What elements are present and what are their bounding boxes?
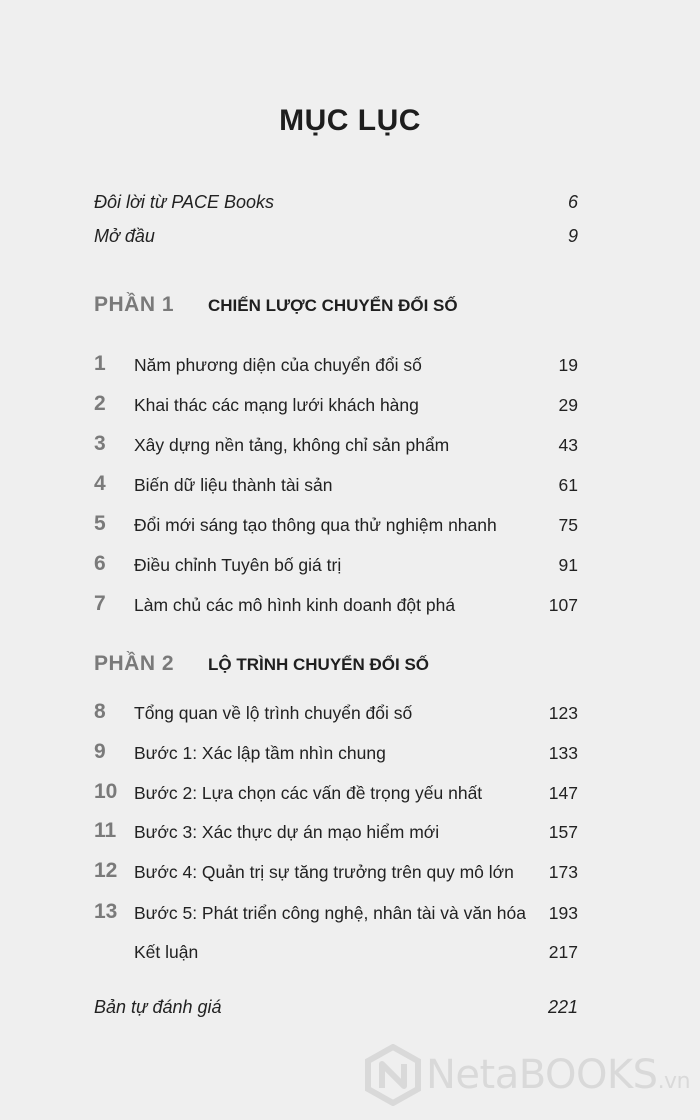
- entry-page: 221: [547, 997, 578, 1017]
- chapter-title: Khai thác các mạng lưới khách hàng: [134, 395, 419, 415]
- chapter-title: Bước 3: Xác thực dự án mạo hiểm mới: [134, 822, 440, 842]
- chapter-title: Bước 5: Phát triển công nghệ, nhân tài và văn hóa: [134, 903, 526, 923]
- chapter-page: 61: [558, 475, 578, 495]
- chapter-entry: [94, 942, 578, 968]
- chapter-title: Làm chủ các mô hình kinh doanh đột phá: [134, 595, 456, 615]
- chapter-title: Bước 4: Quản trị sự tăng trưởng trên quy mô lớn: [134, 862, 514, 882]
- chapter-page: 157: [548, 822, 578, 842]
- chapter-title: Đổi mới sáng tạo thông qua thử nghiệm nhanh: [134, 515, 497, 535]
- chapter-number: 6: [94, 552, 106, 575]
- chapter-number: 3: [94, 432, 106, 455]
- chapter-page: 193: [548, 903, 578, 923]
- chapter-entry: [94, 780, 578, 809]
- chapter-entry: [94, 859, 578, 888]
- entry-page: 9: [567, 226, 578, 246]
- chapter-number: 10: [94, 780, 118, 803]
- watermark-brand: NetaBOOKS: [426, 1052, 658, 1098]
- chapter-page: 19: [558, 355, 578, 375]
- chapter-number: 2: [94, 392, 106, 415]
- chapter-title: Năm phương diện của chuyển đổi số: [134, 355, 422, 375]
- chapter-entry: [94, 432, 578, 461]
- chapter-entry: [94, 472, 578, 501]
- chapter-title: Bước 2: Lựa chọn các vấn đề trọng yếu nhất: [134, 783, 483, 803]
- chapter-title: Kết luận: [134, 942, 199, 962]
- chapter-number: 13: [94, 900, 118, 923]
- entry-page: 6: [567, 192, 578, 212]
- watermark-text: [426, 1052, 690, 1098]
- chapter-title: Biến dữ liệu thành tài sản: [134, 475, 333, 495]
- chapter-number: 7: [94, 592, 106, 615]
- chapter-page: 147: [548, 783, 578, 803]
- chapter-entry: [94, 552, 578, 581]
- chapter-number: 11: [94, 819, 117, 842]
- chapter-title: Xây dựng nền tảng, không chỉ sản phẩm: [134, 435, 450, 455]
- chapter-title: Tổng quan về lộ trình chuyển đổi số: [134, 703, 413, 723]
- chapter-page: 29: [558, 395, 578, 415]
- chapter-number: 5: [94, 512, 106, 535]
- part-1-heading: [94, 293, 594, 317]
- chapter-page: 173: [548, 862, 578, 882]
- chapter-entry: [94, 352, 578, 381]
- chapter-page: 91: [558, 555, 578, 575]
- part-title: LỘ TRÌNH CHUYỂN ĐỔI SỐ: [208, 655, 430, 674]
- chapter-number: 12: [94, 859, 118, 882]
- entry-title: Đôi lời từ PACE Books: [94, 192, 275, 212]
- chapter-entry: [94, 819, 578, 848]
- chapter-title: Điều chỉnh Tuyên bố giá trị: [134, 555, 342, 575]
- page-title: MỤC LỤC: [279, 104, 421, 137]
- chapter-page: 43: [558, 435, 578, 455]
- netabooks-logo-icon: [364, 1044, 422, 1106]
- chapter-entry: [94, 592, 578, 621]
- toc-entry-front-1: [94, 192, 578, 213]
- toc-entry-back-1: [94, 997, 578, 1018]
- chapter-page: 75: [558, 515, 578, 535]
- part-label: PHẦN 2: [94, 652, 175, 675]
- entry-title: Bản tự đánh giá: [94, 997, 222, 1017]
- chapter-number: 9: [94, 740, 106, 763]
- chapter-number: 4: [94, 472, 106, 495]
- chapter-entry: [94, 700, 578, 729]
- part-2-heading: [94, 652, 594, 676]
- chapter-page: 123: [548, 703, 578, 723]
- toc-entry-front-2: [94, 226, 578, 247]
- chapter-title: Bước 1: Xác lập tầm nhìn chung: [134, 743, 386, 763]
- chapter-entry: [94, 900, 578, 929]
- part-label: PHẦN 1: [94, 293, 175, 316]
- chapter-page: 133: [548, 743, 578, 763]
- part-title: CHIẾN LƯỢC CHUYỂN ĐỔI SỐ: [208, 296, 458, 315]
- watermark-tld: .vn: [657, 1069, 691, 1094]
- chapter-page: 107: [548, 595, 578, 615]
- chapter-entry: [94, 392, 578, 421]
- chapter-number: 8: [94, 700, 106, 723]
- netabooks-watermark: [364, 1043, 690, 1107]
- chapter-page: 217: [548, 942, 578, 962]
- chapter-entry: [94, 512, 578, 541]
- chapter-entry: [94, 740, 578, 769]
- entry-title: Mở đầu: [94, 226, 155, 246]
- chapter-number: 1: [94, 352, 106, 375]
